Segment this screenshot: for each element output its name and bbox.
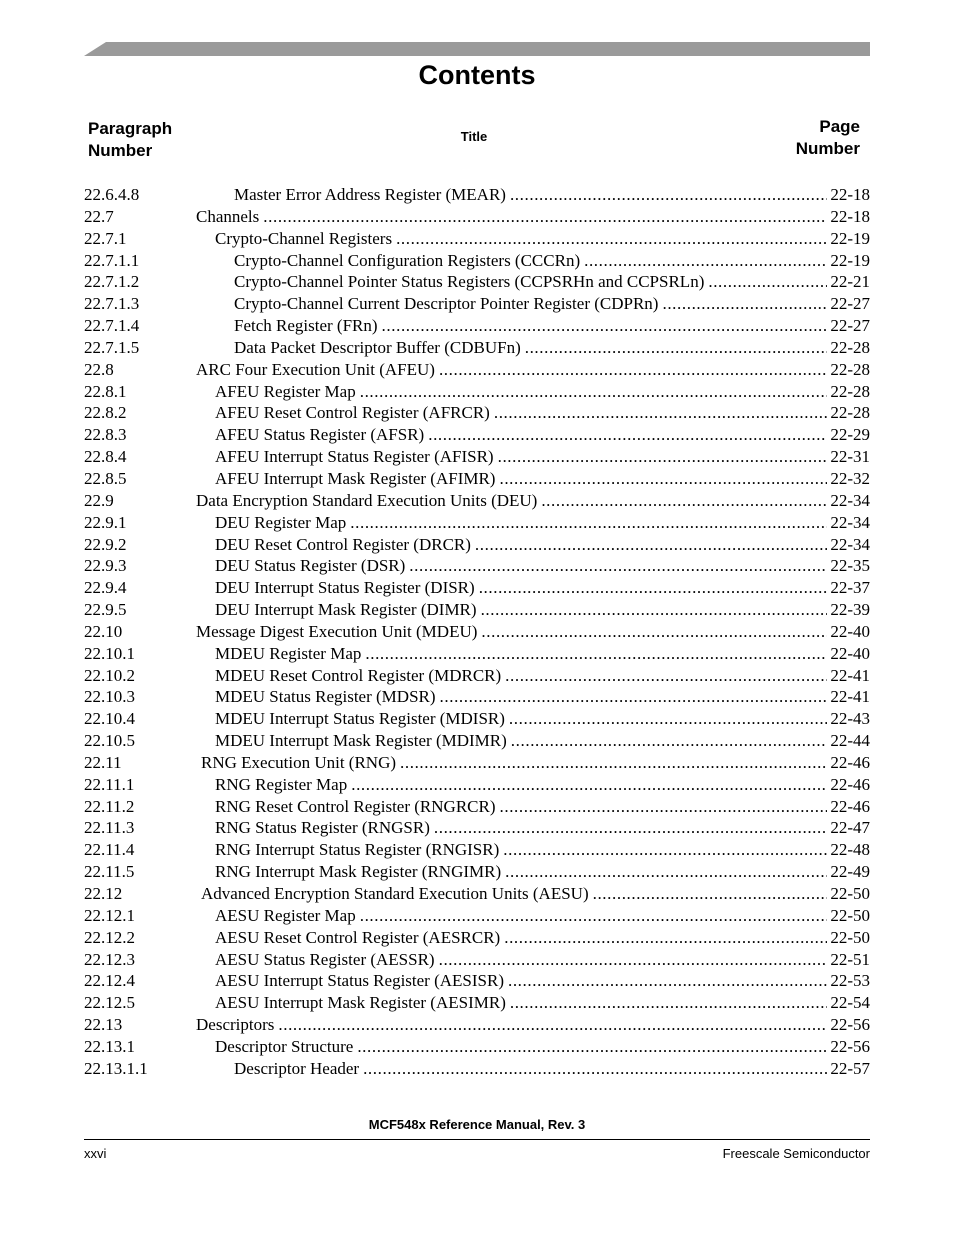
toc-entry-title: Descriptor Structure	[215, 1036, 354, 1056]
toc-entry-number: 22.12.1	[84, 905, 135, 925]
toc-entry[interactable]	[84, 839, 870, 861]
toc-entry-number: 22.12.2	[84, 927, 135, 947]
toc-entry-page: 22-27	[830, 316, 870, 336]
toc-entry[interactable]	[84, 468, 870, 490]
toc-entry-page: 22-31	[830, 447, 870, 467]
toc-entry[interactable]	[84, 927, 870, 949]
toc-entry-title: Crypto-Channel Current Descriptor Pointer Register (CDPRn)	[234, 294, 659, 314]
toc-leader-dots	[350, 512, 827, 534]
toc-entry-title: Fetch Register (FRn)	[234, 316, 378, 336]
toc-entry-number: 22.8.3	[84, 425, 127, 445]
toc-entry-title: AESU Status Register (AESSR)	[215, 949, 435, 969]
toc-entry[interactable]	[84, 577, 870, 599]
toc-entry-title: Descriptor Header	[234, 1058, 360, 1078]
toc-leader-dots	[499, 468, 827, 490]
toc-entry-page: 22-28	[830, 359, 870, 379]
toc-entry-line	[215, 1036, 870, 1058]
toc-entry-title: DEU Reset Control Register (DRCR)	[215, 534, 471, 554]
toc-entry-page: 22-37	[830, 578, 870, 598]
toc-entry-page: 22-48	[830, 840, 870, 860]
footer-manual-title: MCF548x Reference Manual, Rev. 3	[368, 1117, 586, 1132]
toc-entry-title: DEU Register Map	[215, 512, 347, 532]
column-header-paragraph-number: Paragraph Number	[88, 119, 173, 160]
toc-entry-page: 22-47	[830, 818, 870, 838]
toc-leader-dots	[481, 599, 828, 621]
page-title: Contents	[418, 60, 536, 90]
toc-entry-title: Crypto-Channel Pointer Status Registers (CCPSRHn and CCPSRLn)	[234, 272, 705, 292]
toc-entry-line	[234, 184, 870, 206]
toc-leader-dots	[525, 337, 828, 359]
toc-entry[interactable]	[84, 752, 870, 774]
toc-entry-line	[215, 839, 870, 861]
toc-entry-title: RNG Interrupt Status Register (RNGISR)	[215, 840, 500, 860]
toc-leader-dots	[440, 686, 828, 708]
toc-leader-dots	[584, 250, 827, 272]
toc-entry-number: 22.9.3	[84, 556, 127, 576]
toc-entry-title: MDEU Status Register (MDSR)	[215, 687, 436, 707]
toc-leader-dots	[351, 774, 827, 796]
toc-entry-line	[234, 271, 870, 293]
toc-leader-dots	[396, 228, 827, 250]
toc-entry-page: 22-28	[830, 381, 870, 401]
toc-entry-line	[234, 1058, 870, 1080]
toc-entry-line	[201, 752, 870, 774]
toc-entry-line	[215, 949, 870, 971]
toc-entry-line	[215, 643, 870, 665]
toc-entry-line	[196, 359, 870, 381]
toc-entry-page: 22-39	[830, 600, 870, 620]
toc-entry[interactable]	[84, 883, 870, 905]
toc-entry-number: 22.8.4	[84, 447, 127, 467]
toc-entry-number: 22.11.3	[84, 818, 135, 838]
toc-entry-line	[215, 817, 870, 839]
toc-entry-number: 22.8.2	[84, 403, 127, 423]
toc-entry-line	[215, 927, 870, 949]
toc-entry-line	[215, 402, 870, 424]
toc-entry-title: RNG Status Register (RNGSR)	[215, 818, 430, 838]
toc-entry-title: ARC Four Execution Unit (AFEU)	[196, 359, 435, 379]
toc-entry-page: 22-28	[830, 337, 870, 357]
toc-entry-line	[215, 796, 870, 818]
toc-entry-line	[215, 446, 870, 468]
toc-entry[interactable]	[84, 184, 870, 206]
toc-leader-dots	[439, 949, 828, 971]
toc-entry[interactable]	[84, 708, 870, 730]
toc-entry[interactable]	[84, 446, 870, 468]
table-of-contents	[84, 184, 870, 1080]
toc-entry-line	[196, 490, 870, 512]
toc-entry-number: 22.10.2	[84, 665, 135, 685]
toc-entry-page: 22-54	[830, 993, 870, 1013]
toc-entry[interactable]	[84, 774, 870, 796]
toc-entry-line	[196, 206, 870, 228]
toc-entry-number: 22.8	[84, 359, 114, 379]
toc-entry-title: Data Encryption Standard Execution Units (DEU)	[196, 490, 538, 510]
toc-entry-page: 22-46	[830, 796, 870, 816]
toc-entry-number: 22.11.2	[84, 796, 135, 816]
toc-entry-page: 22-29	[830, 425, 870, 445]
column-header-page-number: Page Number	[795, 117, 860, 158]
toc-entry[interactable]	[84, 315, 870, 337]
toc-entry-number: 22.9.5	[84, 600, 127, 620]
toc-leader-dots	[708, 271, 827, 293]
toc-entry[interactable]	[84, 905, 870, 927]
toc-entry-line	[215, 970, 870, 992]
toc-entry-number: 22.10.3	[84, 687, 135, 707]
toc-entry-number: 22.9.2	[84, 534, 127, 554]
toc-entry-title: Data Packet Descriptor Buffer (CDBUFn)	[234, 337, 521, 357]
toc-entry-number: 22.10	[84, 621, 123, 641]
toc-entry-page: 22-40	[830, 643, 870, 663]
toc-leader-dots	[475, 534, 827, 556]
toc-entry[interactable]	[84, 949, 870, 971]
toc-entry-line	[215, 774, 870, 796]
toc-entry-page: 22-41	[830, 687, 870, 707]
toc-entry-line	[215, 599, 870, 621]
toc-entry-title: RNG Reset Control Register (RNGRCR)	[215, 796, 496, 816]
toc-entry[interactable]	[84, 861, 870, 883]
toc-leader-dots	[363, 1058, 827, 1080]
toc-entry-title: Descriptors	[196, 1015, 275, 1035]
toc-entry[interactable]	[84, 992, 870, 1014]
toc-entry-number: 22.10.5	[84, 731, 135, 751]
toc-entry-line	[215, 424, 870, 446]
toc-entry[interactable]	[84, 534, 870, 556]
toc-entry[interactable]	[84, 271, 870, 293]
toc-entry-page: 22-19	[830, 250, 870, 270]
toc-entry-page: 22-46	[830, 752, 870, 772]
toc-entry[interactable]	[84, 817, 870, 839]
toc-entry-number: 22.11.4	[84, 840, 135, 860]
toc-leader-dots	[509, 708, 827, 730]
toc-entry-title: AESU Reset Control Register (AESRCR)	[215, 927, 501, 947]
toc-entry[interactable]	[84, 1058, 870, 1080]
toc-leader-dots	[511, 730, 828, 752]
toc-entry-title: AFEU Reset Control Register (AFRCR)	[215, 403, 490, 423]
toc-entry-number: 22.7.1.4	[84, 316, 140, 336]
toc-entry-page: 22-21	[830, 272, 870, 292]
toc-entry-title: DEU Status Register (DSR)	[215, 556, 406, 576]
toc-entry-page: 22-41	[830, 665, 870, 685]
toc-leader-dots	[428, 424, 827, 446]
toc-entry-number: 22.9.1	[84, 512, 127, 532]
toc-entry-page: 22-49	[830, 862, 870, 882]
toc-leader-dots	[278, 1014, 827, 1036]
toc-leader-dots	[360, 381, 828, 403]
toc-leader-dots	[382, 315, 828, 337]
toc-entry-page: 22-50	[830, 884, 870, 903]
toc-entry-title: AESU Interrupt Mask Register (AESIMR)	[215, 993, 506, 1013]
column-header-title: Title	[460, 129, 488, 144]
toc-entry-number: 22.12.4	[84, 971, 135, 991]
toc-entry-number: 22.13	[84, 1015, 123, 1035]
toc-entry[interactable]	[84, 250, 870, 272]
toc-entry[interactable]	[84, 970, 870, 992]
toc-entry-title: RNG Execution Unit (RNG)	[201, 752, 397, 772]
toc-entry-page: 22-56	[830, 1015, 870, 1035]
toc-entry[interactable]	[84, 337, 870, 359]
toc-leader-dots	[494, 402, 827, 424]
toc-leader-dots	[498, 446, 828, 468]
toc-leader-dots	[439, 359, 827, 381]
toc-entry-line	[215, 381, 870, 403]
toc-entry-page: 22-56	[830, 1036, 870, 1056]
toc-entry-line	[215, 468, 870, 490]
footer-divider	[84, 1139, 870, 1140]
toc-entry-line	[215, 228, 870, 250]
toc-entry-number: 22.10.1	[84, 643, 135, 663]
toc-entry-line	[215, 905, 870, 927]
footer-company: Freescale Semiconductor	[722, 1146, 870, 1161]
toc-entry[interactable]	[84, 359, 870, 381]
toc-entry[interactable]	[84, 643, 870, 665]
toc-entry-number: 22.7.1.5	[84, 337, 140, 357]
toc-entry[interactable]	[84, 730, 870, 752]
toc-entry-line	[215, 555, 870, 577]
toc-entry-page: 22-57	[830, 1058, 870, 1078]
toc-entry-line	[234, 337, 870, 359]
toc-entry-number: 22.11	[84, 752, 122, 772]
toc-entry-page: 22-46	[830, 774, 870, 794]
toc-entry-line	[201, 883, 870, 905]
toc-entry-title: RNG Interrupt Mask Register (RNGIMR)	[215, 862, 502, 882]
toc-leader-dots	[593, 883, 828, 905]
toc-entry-number: 22.8.1	[84, 381, 127, 401]
toc-entry-number: 22.11.5	[84, 862, 135, 882]
toc-entry-page: 22-28	[830, 403, 870, 423]
toc-entry-title: Crypto-Channel Registers	[215, 228, 393, 248]
toc-entry-number: 22.7.1.1	[84, 250, 140, 270]
toc-entry[interactable]	[84, 1036, 870, 1058]
toc-entry-number: 22.7	[84, 206, 114, 226]
toc-entry-page: 22-43	[830, 709, 870, 729]
toc-entry-title: Crypto-Channel Configuration Registers (CCCRn)	[234, 250, 581, 270]
toc-leader-dots	[479, 577, 828, 599]
toc-entry-line	[215, 730, 870, 752]
toc-entry-title: AESU Interrupt Status Register (AESISR)	[215, 971, 504, 991]
toc-entry-number: 22.13.1.1	[84, 1058, 148, 1078]
toc-entry-title: DEU Interrupt Status Register (DISR)	[215, 578, 475, 598]
toc-entry-title: MDEU Interrupt Status Register (MDISR)	[215, 709, 505, 729]
toc-leader-dots	[505, 861, 827, 883]
toc-entry-title: MDEU Reset Control Register (MDRCR)	[215, 665, 502, 685]
toc-entry-page: 22-51	[830, 949, 870, 969]
toc-entry-number: 22.11.1	[84, 774, 135, 794]
toc-entry-number: 22.7.1.3	[84, 294, 140, 314]
toc-entry-page: 22-40	[830, 621, 870, 641]
toc-entry[interactable]	[84, 599, 870, 621]
toc-entry-title: Master Error Address Register (MEAR)	[234, 185, 506, 204]
toc-entry-line	[215, 512, 870, 534]
toc-entry-number: 22.6.4.8	[84, 185, 140, 204]
toc-leader-dots	[505, 665, 827, 687]
toc-leader-dots	[481, 621, 827, 643]
toc-entry-line	[234, 250, 870, 272]
toc-entry-page: 22-44	[830, 731, 870, 751]
toc-entry-page: 22-19	[830, 228, 870, 248]
toc-entry-title: AFEU Register Map	[215, 381, 356, 401]
toc-entry[interactable]	[84, 1014, 870, 1036]
toc-leader-dots	[500, 796, 828, 818]
toc-entry-line	[215, 861, 870, 883]
toc-entry-line	[215, 534, 870, 556]
toc-entry[interactable]	[84, 796, 870, 818]
toc-leader-dots	[510, 992, 827, 1014]
toc-entry-title: RNG Register Map	[215, 774, 348, 794]
toc-entry-page: 22-18	[830, 185, 870, 204]
toc-entry-line	[215, 992, 870, 1014]
toc-entry-page: 22-34	[830, 512, 870, 532]
toc-entry-number: 22.7.1.2	[84, 272, 140, 292]
footer-page-number: xxvi	[84, 1146, 107, 1161]
header-decorative-bar	[84, 42, 870, 56]
toc-entry-page: 22-50	[830, 905, 870, 925]
toc-entry-number: 22.12.3	[84, 949, 135, 969]
toc-entry[interactable]	[84, 490, 870, 512]
toc-entry-page: 22-34	[830, 490, 870, 510]
toc-entry-title: MDEU Register Map	[215, 643, 362, 663]
toc-entry[interactable]	[84, 206, 870, 228]
toc-entry-title: AFEU Interrupt Status Register (AFISR)	[215, 447, 494, 467]
toc-entry-number: 22.12	[84, 884, 123, 903]
toc-entry-line	[234, 293, 870, 315]
toc-entry[interactable]	[84, 665, 870, 687]
toc-entry-line	[196, 621, 870, 643]
toc-entry-title: MDEU Interrupt Mask Register (MDIMR)	[215, 731, 507, 751]
toc-entry-title: DEU Interrupt Mask Register (DIMR)	[215, 600, 477, 620]
toc-entry-page: 22-32	[830, 468, 870, 488]
toc-entry-line	[234, 315, 870, 337]
toc-entry[interactable]	[84, 555, 870, 577]
toc-entry[interactable]	[84, 621, 870, 643]
toc-leader-dots	[510, 184, 827, 206]
toc-entry[interactable]	[84, 686, 870, 708]
toc-leader-dots	[357, 1036, 827, 1058]
toc-leader-dots	[400, 752, 827, 774]
toc-entry-title: AESU Register Map	[215, 905, 356, 925]
toc-entry-number: 22.9	[84, 490, 114, 510]
toc-entry-title: AFEU Interrupt Mask Register (AFIMR)	[215, 468, 496, 488]
toc-leader-dots	[434, 817, 827, 839]
toc-leader-dots	[365, 643, 827, 665]
toc-entry-title: Message Digest Execution Unit (MDEU)	[196, 621, 478, 641]
toc-entry[interactable]	[84, 402, 870, 424]
toc-leader-dots	[503, 839, 827, 861]
toc-entry-title: Channels	[196, 206, 260, 226]
toc-entry-line	[215, 577, 870, 599]
toc-leader-dots	[662, 293, 827, 315]
toc-entry-number: 22.9.4	[84, 578, 127, 598]
toc-leader-dots	[263, 206, 827, 228]
toc-leader-dots	[508, 970, 827, 992]
toc-entry-line	[215, 708, 870, 730]
toc-entry-number: 22.7.1	[84, 228, 127, 248]
toc-entry-line	[215, 665, 870, 687]
toc-entry-number: 22.8.5	[84, 468, 127, 488]
toc-entry[interactable]	[84, 512, 870, 534]
toc-entry-page: 22-53	[830, 971, 870, 991]
toc-entry-title: AFEU Status Register (AFSR)	[215, 425, 425, 445]
toc-entry[interactable]	[84, 381, 870, 403]
toc-entry-page: 22-35	[830, 556, 870, 576]
toc-leader-dots	[541, 490, 827, 512]
toc-entry-number: 22.12.5	[84, 993, 135, 1013]
toc-entry[interactable]	[84, 293, 870, 315]
toc-entry-line	[215, 686, 870, 708]
toc-entry[interactable]	[84, 424, 870, 446]
toc-entry-page: 22-50	[830, 927, 870, 947]
toc-leader-dots	[409, 555, 827, 577]
toc-leader-dots	[360, 905, 828, 927]
toc-entry-line	[196, 1014, 870, 1036]
toc-entry-number: 22.10.4	[84, 709, 135, 729]
toc-entry-title: Advanced Encryption Standard Execution Units (AESU)	[201, 884, 589, 903]
toc-entry-page: 22-27	[830, 294, 870, 314]
toc-leader-dots	[504, 927, 827, 949]
toc-entry-number: 22.13.1	[84, 1036, 135, 1056]
toc-entry[interactable]	[84, 228, 870, 250]
toc-entry-page: 22-34	[830, 534, 870, 554]
toc-entry-page: 22-18	[830, 206, 870, 226]
